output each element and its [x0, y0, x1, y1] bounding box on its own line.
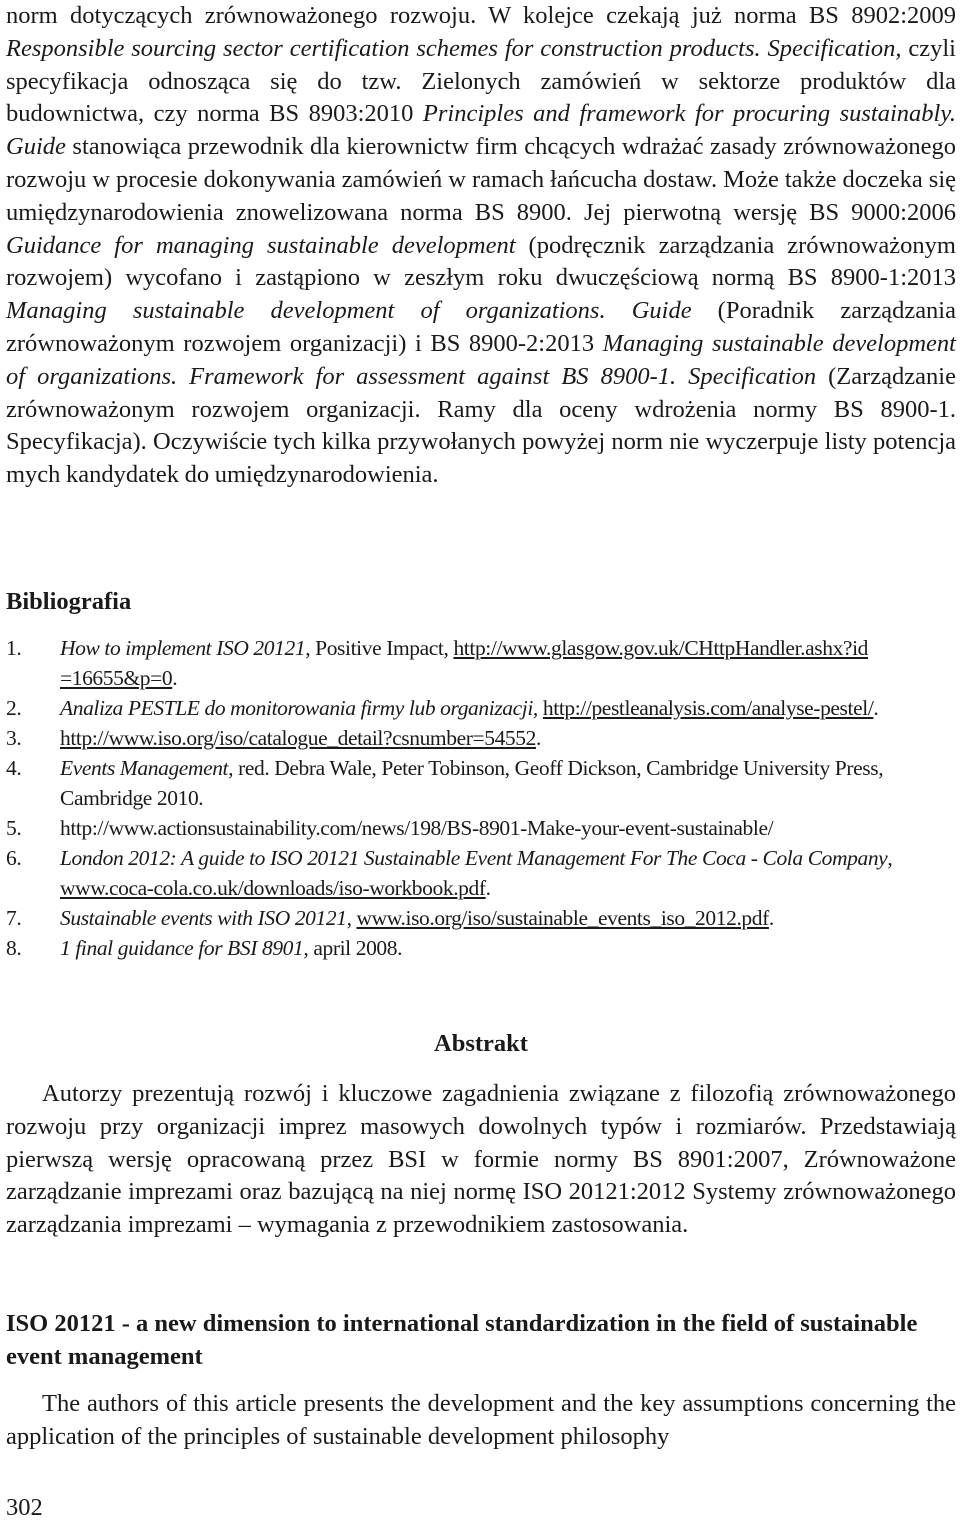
bibliography-text: , Positive Impact, [305, 636, 454, 660]
abstrakt-text: Autorzy prezentują rozwój i kluczowe zagadnienia związane z filozofią zrównoważonego rozwoju przy organizacji imprez masowych dowolnych typów i rozmiarów. Przedstawiają pierwszą wersję opracowaną przez BSI w formie normy BS 8901:2007, Zrównoważone zarządzanie imprezami oraz bazującą na niej normę ISO 20121:2012 Systemy zrównoważonego zarządzania imprezami – wymagania z przewodnikiem zastosowania. [6, 1080, 956, 1239]
bibliography-link[interactable]: www.coca-cola.co.uk/downloads/iso-workbook.pdf [60, 875, 486, 900]
abstrakt-heading: Abstrakt [434, 1030, 528, 1057]
bibliography-title: Events Management [60, 756, 229, 781]
italic-title-text: Managing sustainable development of organizations. Framework for assessment against BS 8900-1. Specification [6, 329, 956, 390]
body-text: norm dotyczących zrównoważonego rozwoju. W kolejce czekają już norma BS 8902:2009 [6, 2, 956, 29]
body-text: (podręcznik zarządzania zrównoważonym rozwojem) wycofano i zastąpiono w zeszłym roku dwuczęściową normą BS 8900-1:2013 [6, 231, 956, 292]
bibliography-title: 1 final guidance for BSI 8901 [60, 936, 304, 961]
bibliography-item [6, 694, 956, 724]
bibliography-item [6, 934, 956, 964]
italic-title-text: Responsible sourcing sector certification schemes for construction products. Specification, [6, 34, 902, 62]
bibliography-link[interactable]: http://www.iso.org/iso/catalogue_detail?csnumber=54552 [60, 725, 536, 750]
bibliography-item [6, 904, 956, 934]
italic-title-text: Principles and framework for procuring sustainably. Guide [6, 100, 956, 161]
bibliography-text: . [485, 875, 491, 900]
english-abstract-title: ISO 20121 - a new dimension to international standardization in the field of sustainable event management [6, 1310, 918, 1370]
bibliography-text: . [768, 905, 774, 930]
bibliography-title: London 2012: A guide to ISO 20121 Sustainable Event Management For The Coca - Cola Company [60, 846, 888, 871]
page-number: 302 [6, 1494, 43, 1521]
bibliography-title: Analiza PESTLE do monitorowania firmy lub organizacji, [60, 695, 538, 720]
body-text: stanowiąca przewodnik dla kierownictw firm chcących wdrażać zasady zrównoważonego rozwoju w procesie dokonywania zamówień w ramach łańcucha dostaw. Może także doczeka się umiędzynarodowienia znowelizowana norma BS 8900. Jej pierwotną wersję BS 9000:2006 [6, 133, 956, 226]
bibliography-text: , [887, 846, 893, 871]
bibliography-item [6, 754, 956, 813]
bibliography-item-number: 3. [6, 725, 22, 750]
bibliography-item-number: 7. [6, 905, 22, 930]
italic-title-text: Managing sustainable development of organizations. Guide [6, 297, 692, 325]
bibliography-item-number: 5. [6, 815, 22, 840]
body-text: (Zarządzanie zrównoważonym rozwojem organizacji. Ramy dla oceny wdrożenia normy BS 8900-1. Specyfikacja). Oczywiście tych kilka przywołanych powyżej norm nie wyczerpuje listy potencja mych kandydatek do umiędzynarodowienia. [6, 362, 956, 489]
bibliography-heading: Bibliografia [6, 588, 132, 615]
bibliography-text: , [346, 905, 357, 930]
bibliography-link[interactable]: http://pestleanalysis.com/analyse-pestel/ [542, 695, 874, 720]
document-page [6, 0, 956, 1521]
bibliography-item-number: 8. [6, 936, 22, 961]
body-text: czyli specyfikacja odnosząca się do tzw. Zielonych zamówień w sektorze produktów dla budownictwa, czy norma BS 8903:2010 [6, 34, 956, 128]
bibliography-text: . [535, 725, 541, 750]
bibliography-item-number: 4. [6, 756, 22, 781]
italic-title-text: Guidance for managing sustainable development [6, 231, 516, 259]
bibliography-item-number: 1. [6, 636, 22, 660]
english-abstract-text: The authors of this article presents the development and the key assumptions concerning the application of the principles of sustainable development philosophy [6, 1390, 956, 1450]
body-paragraph [6, 0, 956, 492]
bibliography-item [6, 634, 956, 693]
bibliography-text: http://www.actionsustainability.com/news/198/BS-8901-Make-your-event-sustainable/ [60, 815, 774, 840]
bibliography-text: , red. Debra Wale, Peter Tobinson, Geoff Dickson, Cambridge University Press, Cambridge 2010. [60, 756, 884, 810]
body-text: (Poradnik zarządzania zrównoważonym rozwojem organizacji) i BS 8900-2:2013 [6, 297, 956, 357]
bibliography-item-number: 6. [6, 846, 22, 871]
bibliography-item-number: 2. [6, 695, 22, 720]
bibliography-item [6, 814, 956, 844]
bibliography-link[interactable]: http://www.glasgow.gov.uk/CHttpHandler.ashx?id =16655&p=0 [60, 636, 868, 690]
bibliography-item [6, 724, 956, 754]
bibliography-link[interactable]: www.iso.org/iso/sustainable_events_iso_2012.pdf [356, 905, 769, 930]
bibliography-item [6, 844, 956, 903]
bibliography-title: How to implement ISO 20121 [60, 636, 306, 660]
bibliography-title: Sustainable events with ISO 20121 [60, 905, 347, 930]
bibliography-text: . [172, 665, 178, 690]
bibliography-text: , april 2008. [303, 936, 403, 961]
bibliography-text: . [873, 695, 879, 720]
bibliography-list [6, 634, 956, 964]
